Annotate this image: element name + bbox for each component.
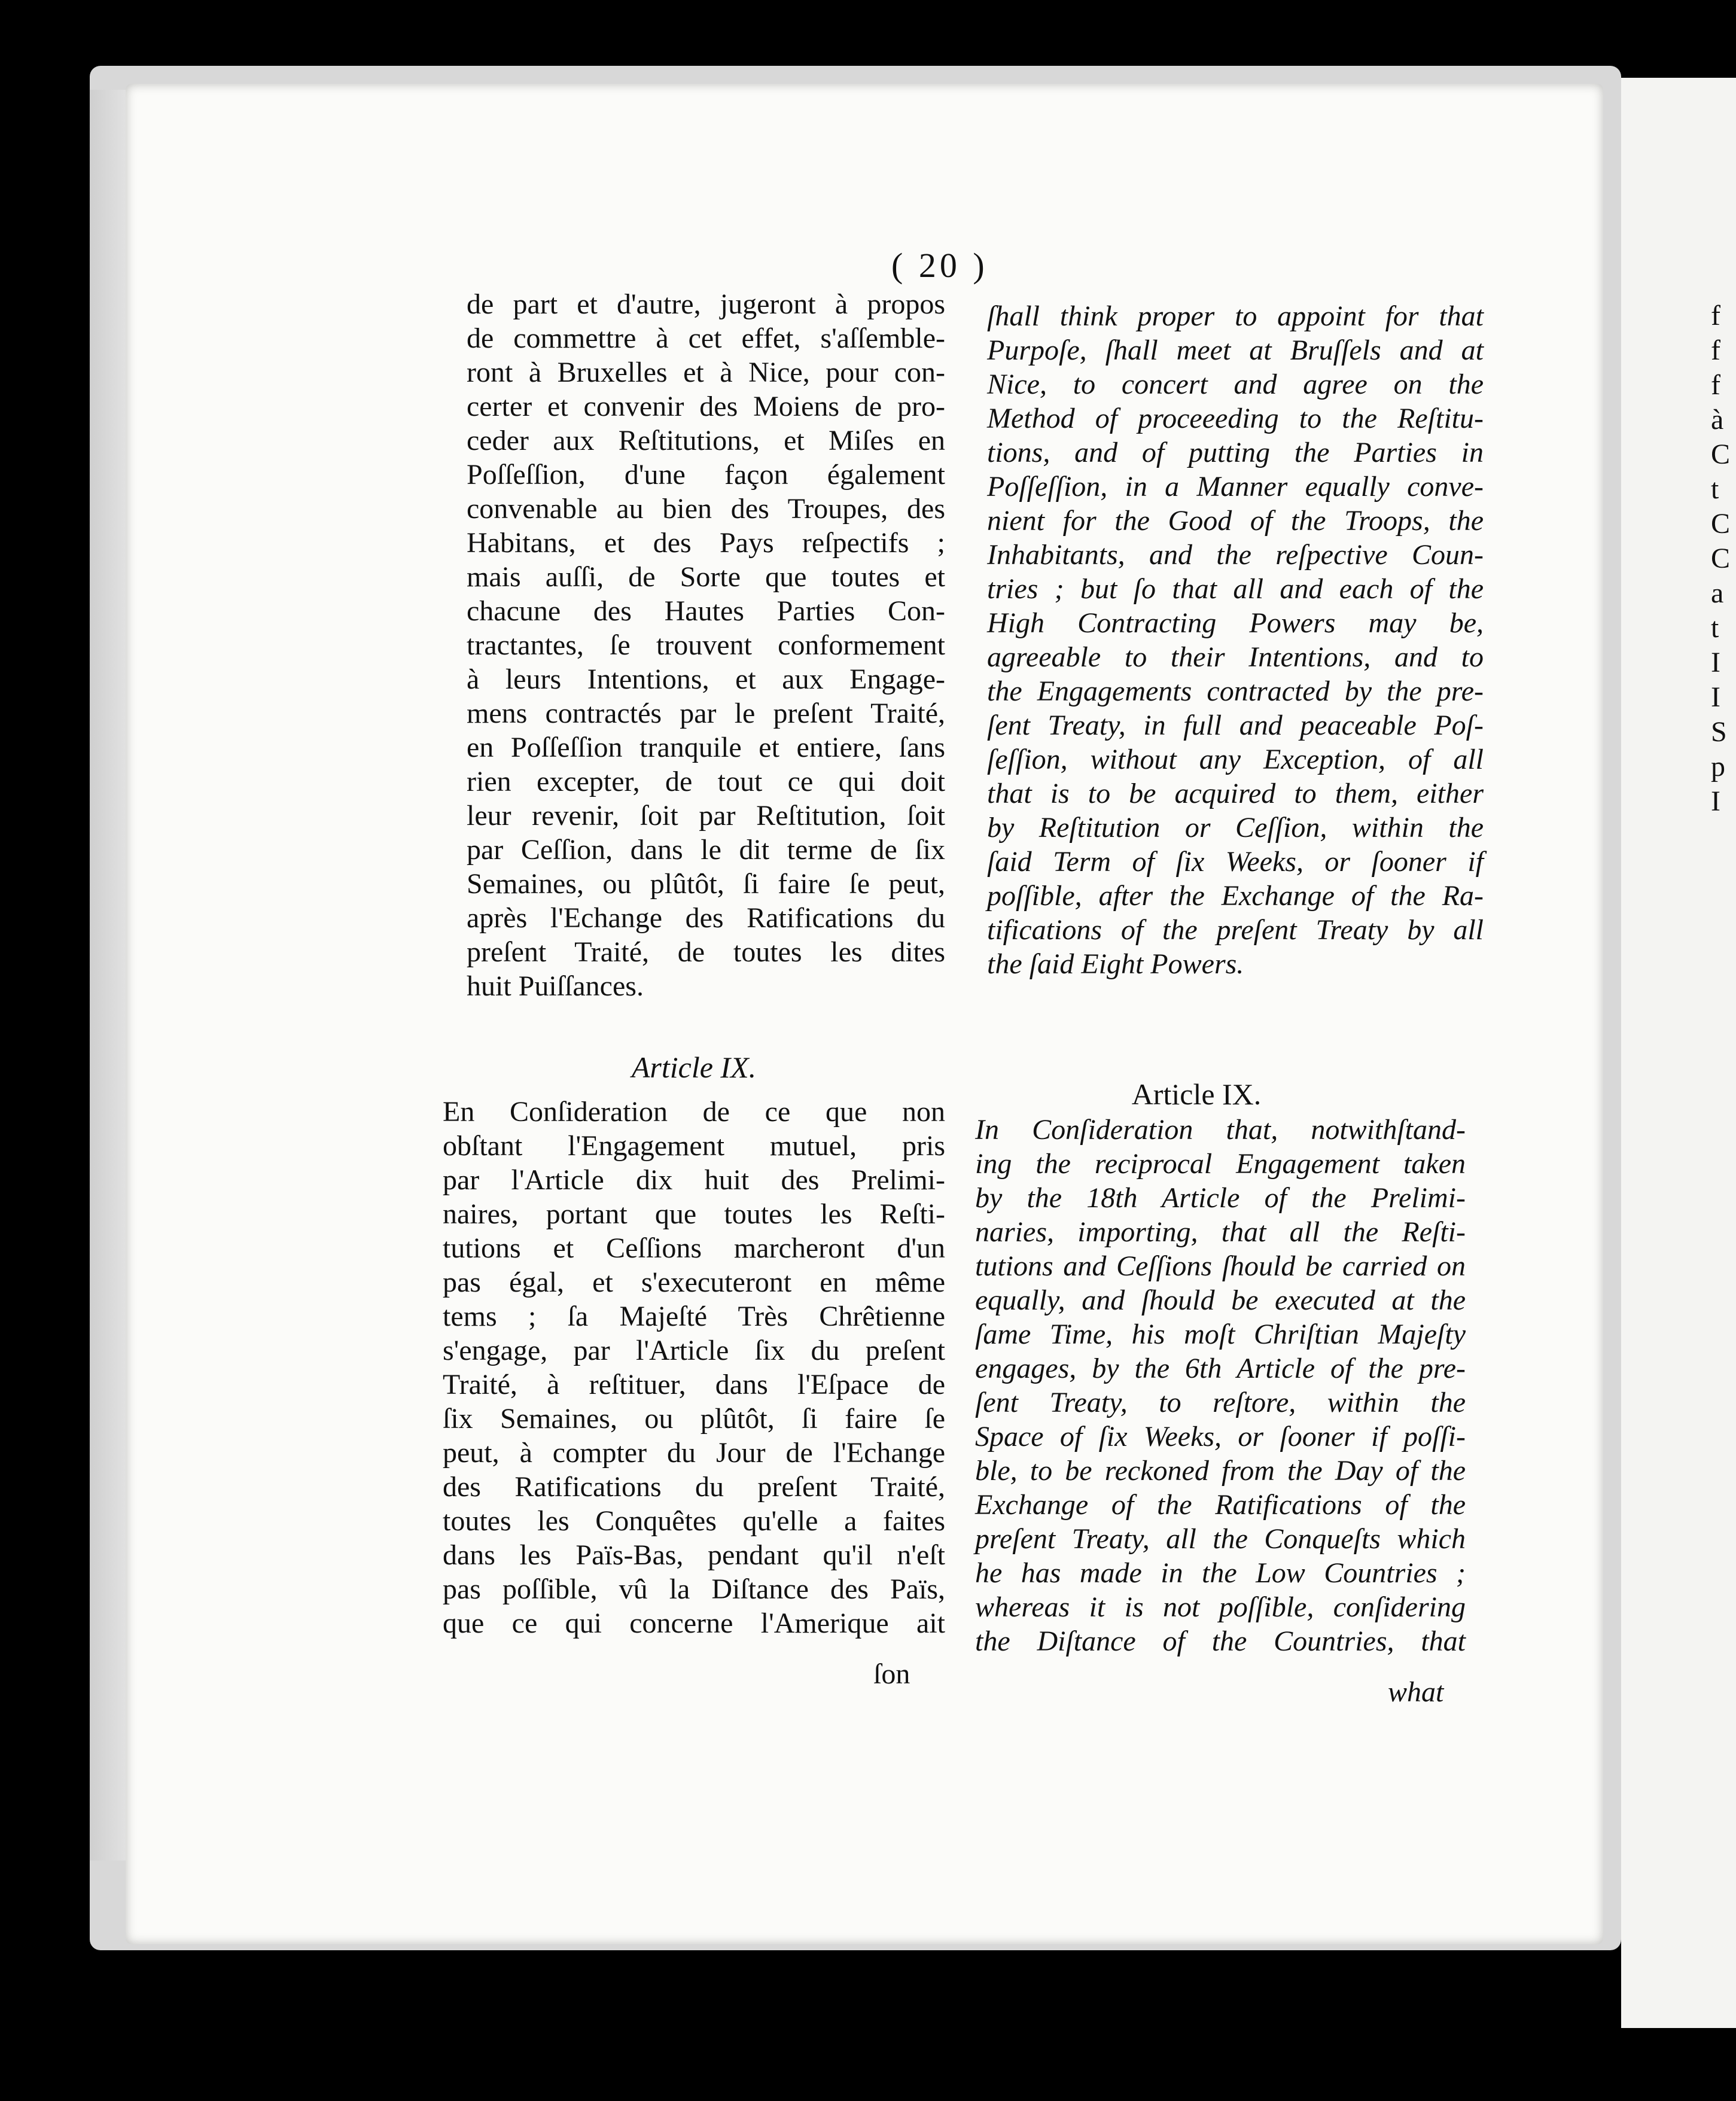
text-line: by Reſtitution or Ceſſion, within the: [987, 812, 1484, 844]
next-page-letter: t: [1711, 473, 1719, 505]
text-line: equally, and ſhould be executed at the: [975, 1284, 1466, 1316]
text-line: dans les Païs-Bas, pendant qu'il n'eſt: [443, 1539, 945, 1571]
text-line: the ſaid Eight Powers.: [987, 948, 1244, 980]
text-line: peut, à compter du Jour de l'Echange: [443, 1437, 945, 1469]
text-line: the Engagements contracted by the pre-: [987, 675, 1484, 707]
text-line: par Ceſſion, dans le dit terme de ſix: [467, 834, 945, 866]
text-line: pas poſſible, vû la Diſtance des Païs,: [443, 1573, 945, 1605]
text-line: ble, to be reckoned from the Day of the: [975, 1455, 1466, 1487]
text-line: tems ; ſa Majeſté Très Chrêtienne: [443, 1301, 945, 1332]
next-page-letter: C: [1711, 439, 1731, 470]
next-page-letter: f: [1711, 369, 1720, 401]
text-line: tifications of the preſent Treaty by all: [987, 914, 1484, 946]
text-line: que ce qui concerne l'Amerique ait: [443, 1607, 945, 1639]
text-line: preſent Treaty, all the Conqueſts which: [975, 1523, 1466, 1555]
text-line: de commettre à cet effet, s'aſſemble-: [467, 322, 945, 354]
next-page-letter: p: [1711, 751, 1725, 782]
text-line: preſent Traité, de toutes les dites: [467, 936, 945, 968]
text-line: après l'Echange des Ratifications du: [467, 902, 945, 934]
text-line: par l'Article dix huit des Prelimi-: [443, 1164, 945, 1196]
text-line: ſaid Term of ſix Weeks, or ſooner if: [987, 846, 1484, 878]
next-page-letter: à: [1711, 404, 1724, 436]
text-line: en Poſſeſſion tranquile et entiere, ſans: [467, 732, 945, 763]
text-line: des Ratifications du preſent Traité,: [443, 1471, 945, 1503]
text-line: ront à Bruxelles et à Nice, pour con-: [467, 357, 945, 388]
text-line: High Contracting Powers may be,: [987, 607, 1484, 639]
text-line: ſame Time, his moſt Chriſtian Majeſty: [975, 1319, 1466, 1350]
text-line: de part et d'autre, jugeront à propos: [467, 288, 945, 320]
next-page-letter: f: [1711, 300, 1720, 331]
text-line: leur revenir, ſoit par Reſtitution, ſoit: [467, 800, 945, 832]
catchword-french: ſon: [873, 1658, 910, 1690]
text-line: agreeable to their Intentions, and to: [987, 641, 1484, 673]
text-line: that is to be acquired to them, either: [987, 778, 1484, 809]
text-line: tries ; but ſo that all and each of the: [987, 573, 1484, 605]
text-line: convenable au bien des Troupes, des: [467, 493, 945, 525]
text-line: tions, and of putting the Parties in: [987, 437, 1484, 468]
text-line: tractantes, ſe trouvent conformement: [467, 629, 945, 661]
next-page-letter: a: [1711, 577, 1724, 609]
text-line: Semaines, ou plûtôt, ſi faire ſe peut,: [467, 868, 945, 900]
text-line: huit Puiſſances.: [467, 970, 644, 1002]
text-line: tutions and Ceſſions ſhould be carried on: [975, 1250, 1466, 1282]
text-line: ing the reciprocal Engagement taken: [975, 1148, 1466, 1180]
next-page-letter: C: [1711, 508, 1731, 540]
text-line: rien excepter, de tout ce qui doit: [467, 766, 945, 797]
text-line: s'engage, par l'Article ſix du preſent: [443, 1335, 945, 1366]
next-page-letter: I: [1711, 647, 1720, 678]
text-line: nient for the Good of the Troops, the: [987, 505, 1484, 537]
text-line: Poſſeſſion, d'une façon également: [467, 459, 945, 491]
text-line: En Conſideration de ce que non: [443, 1096, 945, 1128]
text-line: poſſible, after the Exchange of the Ra-: [987, 880, 1484, 912]
text-line: ſhall think proper to appoint for that: [987, 300, 1484, 332]
text-line: pas égal, et s'executeront en même: [443, 1266, 945, 1298]
article-heading-english: Article IX.: [1131, 1077, 1262, 1111]
text-line: whereas it is not poſſible, conſidering: [975, 1591, 1466, 1623]
next-page-letter: f: [1711, 334, 1720, 366]
text-line: Method of proceeeding to the Reſtitu-: [987, 403, 1484, 434]
text-line: ſeſſion, without any Exception, of all: [987, 744, 1484, 775]
text-line: Habitans, et des Pays reſpectifs ;: [467, 527, 945, 559]
french-column-continued: [467, 287, 945, 1003]
text-line: certer et convenir des Moiens de pro-: [467, 391, 945, 422]
next-page-letter: S: [1711, 716, 1727, 748]
text-line: In Conſideration that, notwithſtand-: [975, 1114, 1466, 1146]
text-line: obſtant l'Engagement mutuel, pris: [443, 1130, 945, 1162]
text-line: à leurs Intentions, et aux Engage-: [467, 663, 945, 695]
text-line: naires, portant que toutes les Reſti-: [443, 1198, 945, 1230]
next-page-letter: I: [1711, 681, 1720, 713]
next-page-letter: C: [1711, 543, 1731, 574]
article-heading-french: Article IX.: [631, 1050, 757, 1084]
text-line: Inhabitants, and the reſpective Coun-: [987, 539, 1484, 571]
english-column-continued: [987, 299, 1484, 981]
text-line: Exchange of the Ratifications of the: [975, 1489, 1466, 1521]
text-line: ceder aux Reſtitutions, et Miſes en: [467, 425, 945, 456]
text-line: mais auſſi, de Sorte que toutes et: [467, 561, 945, 593]
text-line: mens contractés par le preſent Traité,: [467, 698, 945, 729]
text-line: ſix Semaines, ou plûtôt, ſi faire ſe: [443, 1403, 945, 1435]
text-line: the Diſtance of the Countries, that: [975, 1625, 1466, 1657]
text-line: naries, importing, that all the Reſti-: [975, 1216, 1466, 1248]
english-article-text: [975, 1113, 1466, 1658]
french-article-text: [443, 1095, 945, 1640]
text-line: Traité, à reſtituer, dans l'Eſpace de: [443, 1369, 945, 1400]
text-line: Purpoſe, ſhall meet at Bruſſels and at: [987, 334, 1484, 366]
text-line: by the 18th Article of the Prelimi-: [975, 1182, 1466, 1214]
text-line: Nice, to concert and agree on the: [987, 369, 1484, 400]
text-line: chacune des Hautes Parties Con-: [467, 595, 945, 627]
page-number: ( 20 ): [891, 246, 988, 285]
text-line: engages, by the 6th Article of the pre-: [975, 1353, 1466, 1384]
text-line: tutions et Ceſſions marcheront d'un: [443, 1232, 945, 1264]
text-line: he has made in the Low Countries ;: [975, 1557, 1466, 1589]
text-line: toutes les Conquêtes qu'elle a faites: [443, 1505, 945, 1537]
next-page-letter: t: [1711, 612, 1719, 644]
text-line: ſent Treaty, in full and peaceable Poſ-: [987, 710, 1484, 741]
next-page-letter: I: [1711, 785, 1720, 817]
catchword-english: what: [1388, 1676, 1444, 1708]
text-line: ſent Treaty, to reſtore, within the: [975, 1387, 1466, 1418]
text-line: Space of ſix Weeks, or ſooner if poſſi-: [975, 1421, 1466, 1453]
text-line: Poſſeſſion, in a Manner equally conve-: [987, 471, 1484, 503]
